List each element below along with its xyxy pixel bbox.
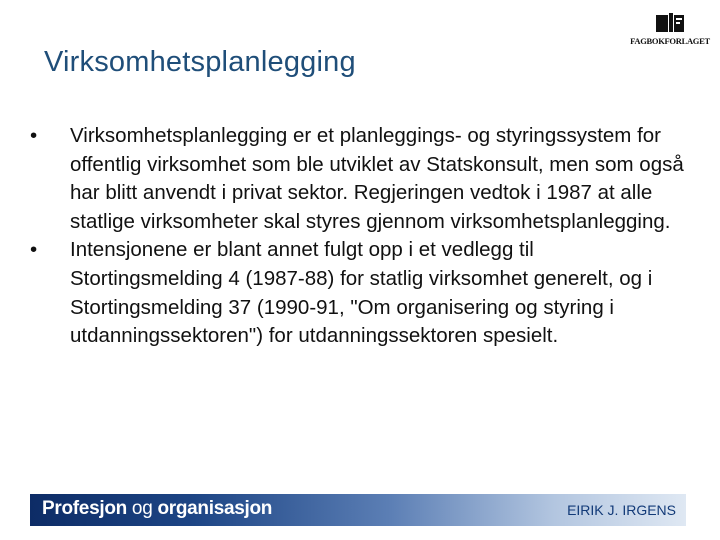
footer-banner xyxy=(30,494,686,526)
slide-title: Virksomhetsplanlegging xyxy=(44,46,356,78)
footer-word: Profesjon xyxy=(42,498,127,519)
bullet-item xyxy=(30,122,690,236)
bullet-list xyxy=(30,122,690,351)
bullet-text: Intensjonene er blant annet fulgt opp i et vedlegg til Stortingsmelding 4 (1987-88) for statlig virksomhet generelt, og i Stortingsmelding 37 (1990-91, "Om organisering og styring i utdanningssektoren") for utdanningssektoren spesielt. xyxy=(70,238,653,348)
logo-text: FAGBOKFORLAGET xyxy=(630,36,710,46)
bullet-text: Virksomhetsplanlegging er et planleggings- og styringssystem for offentlig virksomhet som ble utviklet av Statskonsult, men som også har blitt anvendt i privat sektor. Regjeringen vedtok i 1987 at alle statlige virksomheter skal styres gjennom virksomhetsplanlegging. xyxy=(70,124,684,233)
footer-course-title xyxy=(42,498,272,520)
footer-author: EIRIK J. IRGENS xyxy=(567,502,676,518)
publisher-logo xyxy=(630,12,710,52)
bullet-item xyxy=(30,236,690,350)
bullet-dot: • xyxy=(30,238,38,262)
book-logo-icon xyxy=(654,12,686,34)
bullet-dot: • xyxy=(30,124,38,147)
footer-word: organisasjon xyxy=(157,498,273,519)
footer-word: og xyxy=(131,498,153,519)
